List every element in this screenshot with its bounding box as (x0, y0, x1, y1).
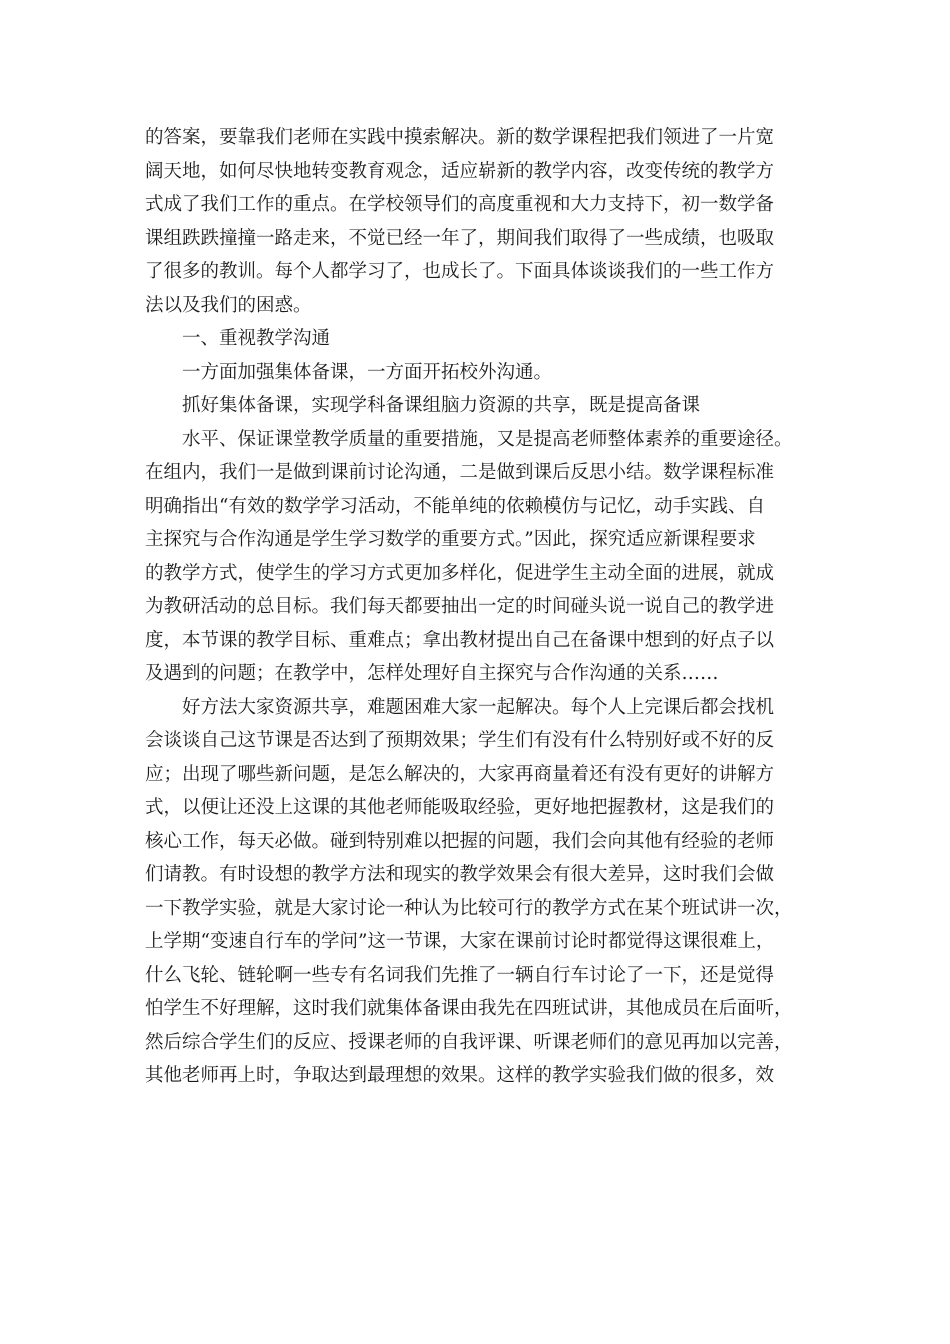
text-line: 然后综合学生们的反应、授课老师的自我评课、听课老师们的意见再加以完善， (145, 1031, 793, 1053)
text-line: 一、重视教学沟通 (182, 328, 331, 349)
text-line: 的教学方式，使学生的学习方式更加多样化，促进学生主动全面的进展，就成 (145, 562, 775, 584)
text-line: 核心工作，每天必做。碰到特别难以把握的问题，我们会向其他有经验的老师 (145, 830, 775, 852)
text-line: 一方面加强集体备课，一方面开拓校外沟通。 (182, 361, 553, 383)
text-line: 法以及我们的困惑。 (145, 294, 312, 316)
text-line: 会谈谈自己这节课是否达到了预期效果；学生们有没有什么特别好或不好的反 (145, 730, 775, 751)
text-line: 式，以便让还没上这课的其他老师能吸取经验，更好地把握教材，这是我们的 (145, 797, 775, 818)
text-line: 其他老师再上时，争取达到最理想的效果。这样的教学实验我们做的很多，效 (145, 1065, 775, 1086)
text-line: 阔天地，如何尽快地转变教育观念，适应崭新的教学内容，改变传统的教学方 (145, 160, 775, 182)
text-line: 好方法大家资源共享，难题困难大家一起解决。每个人上完课后都会找机 (182, 696, 775, 718)
text-line: 为教研活动的总目标。我们每天都要抽出一定的时间碰头说一说自己的教学进 (145, 596, 775, 617)
document-body (145, 121, 805, 1093)
text-line: 抓好集体备课，实现学科备课组脑力资源的共享，既是提高备课 (182, 395, 701, 416)
text-line: 度，本节课的教学目标、重难点；拿出教材提出自己在备课中想到的好点子以 (145, 629, 775, 651)
text-line: 及遇到的问题；在教学中，怎样处理好自主探究与合作沟通的关系…… (145, 663, 719, 684)
text-line: 的答案，要靠我们老师在实践中摸索解决。新的数学课程把我们领进了一片宽 (145, 127, 775, 148)
text-line: 一下教学实验，就是大家讨论一种认为比较可行的教学方式在某个班试讲一次， (145, 897, 793, 919)
text-line: 应；出现了哪些新问题，是怎么解决的，大家再商量着还有没有更好的讲解方 (145, 763, 775, 785)
text-line: 主探究与合作沟通是学生学习数学的重要方式。”因此，探究适应新课程要求 (145, 529, 756, 550)
text-line: 式成了我们工作的重点。在学校领导们的高度重视和大力支持下，初一数学备 (145, 194, 775, 215)
text-line: 水平、保证课堂教学质量的重要措施，又是提高老师整体素养的重要途径。 (182, 428, 793, 450)
text-line: 们请教。有时设想的教学方法和现实的教学效果会有很大差异，这时我们会做 (145, 864, 775, 885)
text-line: 在组内，我们一是做到课前讨论沟通，二是做到课后反思小结。数学课程标准 (145, 462, 775, 483)
text-line: 上学期“变速自行车的学问”这一节课，大家在课前讨论时都觉得这课很难上， (145, 931, 775, 952)
text-line: 课组跌跌撞撞一路走来，不觉已经一年了，期间我们取得了一些成绩，也吸取 (145, 227, 775, 249)
text-line: 明确指出“有效的数学学习活动，不能单纯的依赖模仿与记忆，动手实践、自 (145, 495, 765, 517)
text-line: 怕学生不好理解，这时我们就集体备课由我先在四班试讲，其他成员在后面听， (145, 998, 793, 1019)
text-line: 什么飞轮、链轮啊一些专有名词我们先推了一辆自行车讨论了一下，还是觉得 (145, 964, 775, 986)
text-line: 了很多的教训。每个人都学习了，也成长了。下面具体谈谈我们的一些工作方 (145, 261, 775, 282)
